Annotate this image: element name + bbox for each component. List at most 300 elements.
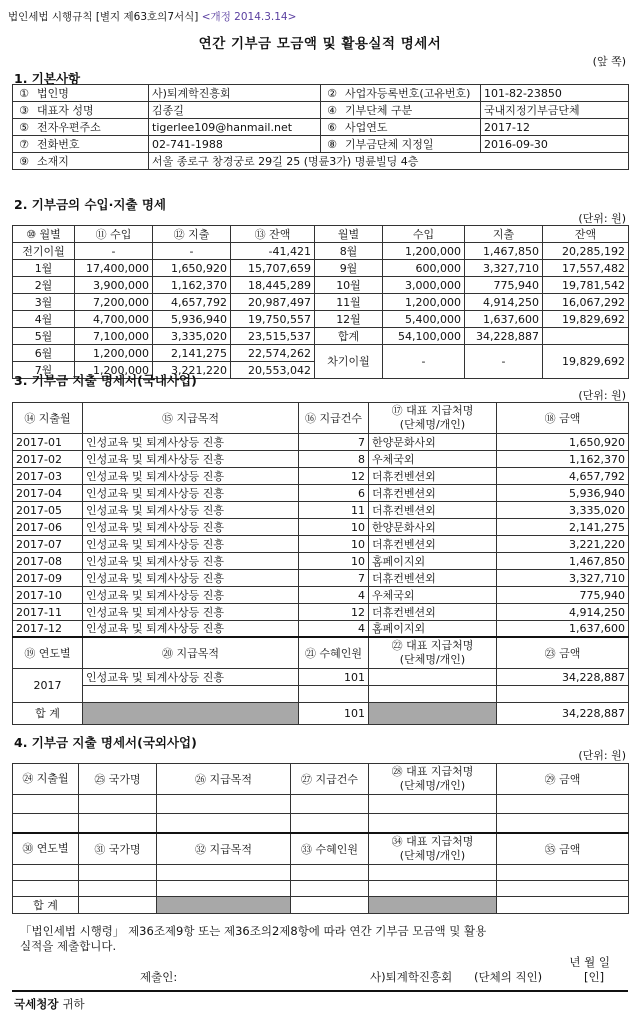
section2-heading: 2. 기부금의 수입·지출 명세	[14, 197, 167, 212]
cell-text: 23,515,537	[248, 329, 311, 343]
cell-text: 홈페이지외	[372, 622, 426, 635]
cell-text: 1,200,000	[93, 363, 149, 377]
month-cell	[13, 570, 83, 587]
count-cell	[299, 468, 369, 485]
empty-cell	[497, 897, 629, 914]
empty-cell	[13, 881, 79, 897]
field-value	[149, 102, 321, 119]
month-cell	[13, 243, 75, 260]
addressee	[14, 996, 85, 1012]
seal-note: (단체의 직인)	[474, 970, 543, 984]
cell-text: 2017-04	[16, 486, 62, 500]
amount-cell	[543, 294, 629, 311]
cell-text: 우체국외	[372, 588, 415, 602]
basic-info-row	[13, 85, 629, 102]
cell-text: 19,750,557	[248, 312, 311, 326]
table-header	[13, 226, 629, 243]
cell-text: ㉞ 대표 지급처명	[391, 835, 474, 848]
cell-text: 1,200,000	[405, 244, 461, 258]
month-cell	[315, 311, 383, 328]
cell-text: 10	[351, 537, 365, 551]
cell-text: ⑧	[327, 137, 337, 151]
cell-text: 18,445,289	[248, 278, 311, 292]
statement-line-1: 「법인세법 시행령」 제36조제9항 또는 제36조의2제8항에 따라 연간 기부금 모금액 및 활용	[20, 924, 487, 938]
column-header	[157, 764, 291, 795]
annual-row-blank	[13, 686, 629, 703]
shaded-cell	[157, 897, 291, 914]
month-cell	[13, 587, 83, 604]
amount-cell	[231, 328, 315, 345]
empty-row	[13, 865, 629, 881]
cell-text: ㉓ 금액	[544, 646, 581, 660]
cell-text: -	[501, 355, 506, 368]
cell-text: -	[421, 355, 426, 368]
cell-text: 2,141,275	[569, 520, 625, 534]
empty-cell	[13, 814, 79, 834]
table-row	[13, 570, 629, 587]
amount-cell	[231, 277, 315, 294]
amount-cell	[497, 536, 629, 553]
cell-text: 3,900,000	[93, 278, 149, 292]
table-row	[13, 519, 629, 536]
amount-cell	[153, 345, 231, 362]
cell-text: 1,162,370	[171, 278, 227, 292]
cell-text: 17,400,000	[86, 261, 149, 275]
amount-cell	[75, 294, 153, 311]
table-row	[13, 328, 629, 345]
cell-text: 2017-12	[16, 622, 62, 635]
cell-text: 8	[358, 452, 365, 466]
cell-text: 2,141,275	[171, 346, 227, 360]
cell-text: 인성교육 및 퇴계사상등 진흥	[86, 588, 225, 602]
amount-cell	[497, 451, 629, 468]
payee-cell	[369, 587, 497, 604]
month-cell	[13, 345, 75, 362]
cell-text: 소재지	[37, 154, 69, 168]
cell-text: ⑱ 금액	[544, 411, 581, 425]
cell-text: 인성교육 및 퇴계사상등 진흥	[86, 503, 225, 517]
column-header	[79, 764, 157, 795]
column-header	[13, 637, 83, 669]
column-header	[497, 833, 629, 865]
amount-cell	[497, 553, 629, 570]
month-cell	[13, 621, 83, 638]
field-value	[149, 136, 321, 153]
month-cell	[13, 485, 83, 502]
cell-text: 우체국외	[372, 452, 415, 466]
field-label	[321, 136, 481, 153]
cell-text: 더휴컨벤션외	[372, 469, 436, 483]
empty-cell	[79, 897, 157, 914]
amount-cell	[497, 468, 629, 485]
front-side-label: (앞 쪽)	[592, 55, 626, 68]
cell-text: ㉕ 국가명	[94, 772, 141, 786]
cell-text: 인성교육 및 퇴계사상등 진흥	[86, 520, 225, 534]
cell-text: 34,228,887	[562, 707, 625, 720]
amount-cell	[497, 502, 629, 519]
field-label	[13, 136, 149, 153]
cell-text: ㉗ 지급건수	[300, 772, 358, 786]
cell-text: 인성교육 및 퇴계사상등 진흥	[86, 571, 225, 585]
cell-text: ⑦	[19, 137, 29, 151]
cell-text: 20,553,042	[248, 363, 311, 377]
empty-cell	[299, 686, 369, 703]
count-cell	[299, 669, 369, 686]
count-cell	[299, 536, 369, 553]
amount-cell	[383, 277, 465, 294]
cell-text: 2017-07	[16, 537, 62, 551]
cell-text: ⑤	[19, 120, 29, 134]
field-label	[13, 153, 149, 170]
empty-cell	[291, 881, 369, 897]
cell-text: 합 계	[33, 898, 58, 912]
empty-cell	[369, 881, 497, 897]
total-count	[299, 703, 369, 725]
cell-text: 19,781,542	[562, 278, 625, 292]
carry-label	[315, 345, 383, 379]
cell-text: 1,200,000	[405, 295, 461, 309]
cell-text: ⑩ 월별	[26, 227, 61, 241]
cell-text: 합 계	[35, 707, 60, 720]
cell-text: ⑪ 수입	[95, 227, 132, 241]
column-header	[13, 226, 75, 243]
count-cell	[299, 570, 369, 587]
cell-text: 합계	[337, 329, 360, 343]
cell-text: 한양문화사외	[372, 435, 436, 449]
cell-text: 2017-09	[16, 571, 62, 585]
column-header	[299, 403, 369, 434]
cell-text: ⑫ 지출	[173, 227, 210, 241]
cell-text: 19,829,692	[562, 312, 625, 326]
table-row	[13, 587, 629, 604]
cell-text: 인성교육 및 퇴계사상등 진흥	[86, 537, 225, 551]
month-cell	[13, 311, 75, 328]
month-cell	[315, 294, 383, 311]
cell-text: 10	[351, 520, 365, 534]
column-header	[369, 403, 497, 434]
carry-income	[383, 345, 465, 379]
amount-cell	[497, 434, 629, 451]
field-label	[13, 102, 149, 119]
section3-heading: 3. 기부금 지출 명세서(국내사업)	[14, 373, 197, 388]
cell-text: 잔액	[574, 227, 597, 241]
month-cell	[13, 553, 83, 570]
cell-text: 사업연도	[345, 120, 388, 134]
field-value	[149, 85, 321, 102]
basic-info-row	[13, 119, 629, 136]
purpose-cell	[83, 451, 299, 468]
cell-text: 2017	[33, 679, 62, 692]
submission-statement	[20, 924, 486, 954]
cell-text: 5,400,000	[405, 312, 461, 326]
cell-text: 월별	[337, 227, 360, 241]
amount-cell	[497, 621, 629, 638]
column-header	[543, 226, 629, 243]
cell-text: 2017-03	[16, 469, 62, 483]
income-expense-table	[12, 225, 629, 379]
empty-cell	[369, 795, 497, 814]
amount-cell	[75, 345, 153, 362]
table-row	[13, 243, 629, 260]
cell-text: 3,335,020	[569, 503, 625, 517]
total-amount	[497, 703, 629, 725]
count-cell	[299, 587, 369, 604]
cell-text: 2017-01	[16, 435, 62, 449]
amount-cell	[543, 311, 629, 328]
purpose-cell	[83, 669, 299, 686]
empty-cell	[369, 814, 497, 834]
field-value	[481, 102, 629, 119]
amount-cell	[465, 294, 543, 311]
month-cell	[315, 277, 383, 294]
cell-text: 인성교육 및 퇴계사상등 진흥	[86, 486, 225, 500]
table-row	[13, 277, 629, 294]
empty-cell	[79, 795, 157, 814]
amount-cell	[383, 328, 465, 345]
cell-text: 12월	[336, 312, 361, 326]
submitter-name: 사)퇴계학진흥회	[370, 970, 453, 984]
cell-text: 2017-12	[484, 120, 530, 134]
field-label	[321, 85, 481, 102]
cell-text: -	[111, 244, 116, 258]
annual-row	[13, 669, 629, 686]
cell-text: 5,936,940	[171, 312, 227, 326]
basic-info-row	[13, 136, 629, 153]
empty-cell	[291, 897, 369, 914]
table-row	[13, 294, 629, 311]
amount-cell	[543, 277, 629, 294]
payee-cell	[369, 536, 497, 553]
column-header	[383, 226, 465, 243]
purpose-cell	[83, 485, 299, 502]
cell-text: 3,327,710	[483, 261, 539, 275]
cell-text: 인성교육 및 퇴계사상등 진흥	[86, 452, 225, 466]
form-ref-text: 법인세법 시행규칙 [별지 제63호의7서식]	[8, 11, 199, 23]
table-row	[13, 536, 629, 553]
cell-text: 1월	[34, 261, 53, 275]
annual-header	[13, 637, 629, 669]
cell-text: 10월	[336, 278, 361, 292]
amount-cell	[465, 328, 543, 345]
empty-row	[13, 881, 629, 897]
amount-cell	[383, 243, 465, 260]
column-header	[157, 833, 291, 865]
cell-text: tigerlee109@hanmail.net	[152, 120, 293, 134]
empty-cell	[79, 881, 157, 897]
amount-cell	[75, 277, 153, 294]
amount-cell	[543, 328, 629, 345]
month-cell	[13, 260, 75, 277]
cell-text: 인성교육 및 퇴계사상등 진흥	[86, 435, 225, 449]
amount-cell	[231, 345, 315, 362]
cell-text: 600,000	[415, 261, 461, 275]
field-value	[481, 119, 629, 136]
cell-text: 더휴컨벤션외	[372, 571, 436, 585]
purpose-cell	[83, 570, 299, 587]
cell-text: 775,940	[579, 588, 625, 602]
form-reference	[8, 9, 296, 24]
basic-info-table	[12, 84, 629, 170]
amount-cell	[231, 294, 315, 311]
amount-cell	[231, 260, 315, 277]
amount-cell	[153, 243, 231, 260]
column-header	[291, 833, 369, 865]
cell-text: 6	[358, 486, 365, 500]
amount-cell	[231, 243, 315, 260]
section1-heading: 1. 기본사항	[14, 71, 81, 86]
cell-text: 02-741-1988	[152, 137, 223, 151]
cell-text: 12	[351, 469, 365, 483]
cell-text: ④	[327, 103, 337, 117]
cell-text: ⑥	[327, 120, 337, 134]
count-cell	[299, 604, 369, 621]
table-header	[13, 764, 629, 795]
amount-cell	[153, 294, 231, 311]
amount-cell	[497, 587, 629, 604]
cell-text: 7	[358, 435, 365, 449]
table-row	[13, 621, 629, 638]
field-value	[149, 119, 321, 136]
cell-text: 19,829,692	[562, 355, 625, 368]
cell-text: 국내지정기부금단체	[484, 103, 580, 117]
section3-unit: (단위: 원)	[578, 389, 626, 402]
amount-cell	[497, 604, 629, 621]
table-row	[13, 345, 629, 362]
cell-text: ㉚ 연도별	[22, 842, 69, 855]
addressee-name: 국세청장	[14, 997, 59, 1011]
amount-cell	[497, 519, 629, 536]
cell-text: 4	[358, 622, 365, 635]
empty-cell	[291, 814, 369, 834]
cell-text: 1,200,000	[93, 346, 149, 360]
cell-text: 전화번호	[37, 137, 80, 151]
empty-cell	[497, 795, 629, 814]
cell-text: 16,067,292	[562, 295, 625, 309]
cell-text: 11월	[336, 295, 361, 309]
amount-cell	[75, 311, 153, 328]
month-cell	[13, 277, 75, 294]
amount-cell	[465, 277, 543, 294]
cell-text: 15,707,659	[248, 261, 311, 275]
cell-text: 2017-11	[16, 605, 62, 619]
statement-line-2: 실적을 제출합니다.	[20, 939, 117, 953]
cell-text: 3월	[34, 295, 53, 309]
count-cell	[299, 502, 369, 519]
empty-row	[13, 795, 629, 814]
payee-cell	[369, 669, 497, 686]
basic-info-row	[13, 102, 629, 119]
purpose-cell	[83, 536, 299, 553]
cell-text: 3,221,220	[569, 537, 625, 551]
cell-text: ㉑ 수혜인원	[304, 646, 362, 660]
column-header	[83, 403, 299, 434]
column-header	[497, 764, 629, 795]
empty-cell	[497, 686, 629, 703]
cell-text: 7	[358, 571, 365, 585]
table-row	[13, 485, 629, 502]
cell-text: ㉝ 수혜인원	[300, 842, 358, 856]
cell-text: ③	[19, 103, 29, 117]
empty-cell	[369, 865, 497, 881]
table-row	[13, 468, 629, 485]
amount-cell	[231, 362, 315, 379]
total-label	[13, 897, 79, 914]
month-cell	[13, 519, 83, 536]
cell-text: 사업자등록번호(고유번호)	[345, 86, 471, 100]
cell-text: 6월	[34, 346, 53, 360]
total-label	[13, 703, 83, 725]
cell-text: 17,557,482	[562, 261, 625, 275]
cell-text: 인성교육 및 퇴계사상등 진흥	[86, 554, 225, 568]
section4-unit: (단위: 원)	[578, 749, 626, 762]
cell-text: 12	[351, 605, 365, 619]
amount-cell	[497, 485, 629, 502]
empty-cell	[291, 795, 369, 814]
domestic-expense-table	[12, 402, 629, 725]
count-cell	[299, 553, 369, 570]
payee-cell	[369, 519, 497, 536]
purpose-cell	[83, 434, 299, 451]
amount-cell	[465, 243, 543, 260]
cell-text: 5월	[34, 329, 53, 343]
cell-text: 2017-06	[16, 520, 62, 534]
purpose-cell	[83, 587, 299, 604]
cell-text: 1,650,920	[569, 435, 625, 449]
month-cell	[315, 260, 383, 277]
empty-cell	[79, 865, 157, 881]
payee-cell	[369, 468, 497, 485]
amount-cell	[465, 260, 543, 277]
cell-text: 54,100,000	[398, 329, 461, 343]
cell-text: 4,914,250	[483, 295, 539, 309]
table-row	[13, 311, 629, 328]
month-cell	[13, 434, 83, 451]
payee-cell	[369, 604, 497, 621]
payee-cell	[369, 434, 497, 451]
empty-row	[13, 814, 629, 834]
cell-text: 4	[358, 588, 365, 602]
cell-text: 서울 종로구 창경궁로 29길 25 (명륜3가) 명륜빌딩 4층	[152, 154, 419, 168]
column-header	[369, 833, 497, 865]
footer-divider	[12, 990, 628, 992]
count-cell	[299, 621, 369, 638]
count-cell	[299, 519, 369, 536]
cell-text: 한양문화사외	[372, 520, 436, 534]
cell-text: -41,421	[268, 244, 311, 258]
cell-text: 3,327,710	[569, 571, 625, 585]
table-row	[13, 451, 629, 468]
payee-cell	[369, 451, 497, 468]
empty-cell	[83, 686, 299, 703]
amount-cell	[153, 328, 231, 345]
cell-text: 2017-02	[16, 452, 62, 466]
empty-cell	[497, 865, 629, 881]
empty-cell	[157, 881, 291, 897]
cell-text: 7,100,000	[93, 329, 149, 343]
cell-text: 34,228,887	[476, 329, 539, 343]
cell-text: 4,657,792	[171, 295, 227, 309]
cell-text: 4,914,250	[569, 605, 625, 619]
address-row	[13, 153, 629, 170]
cell-text: 1,467,850	[483, 244, 539, 258]
cell-text: 1,467,850	[569, 554, 625, 568]
cell-text: ⑲ 연도별	[24, 646, 71, 660]
column-header	[231, 226, 315, 243]
cell-text: 34,228,887	[562, 670, 625, 684]
table-row	[13, 260, 629, 277]
amount-cell	[153, 277, 231, 294]
revision-date: <개정 2014.3.14>	[201, 11, 297, 23]
